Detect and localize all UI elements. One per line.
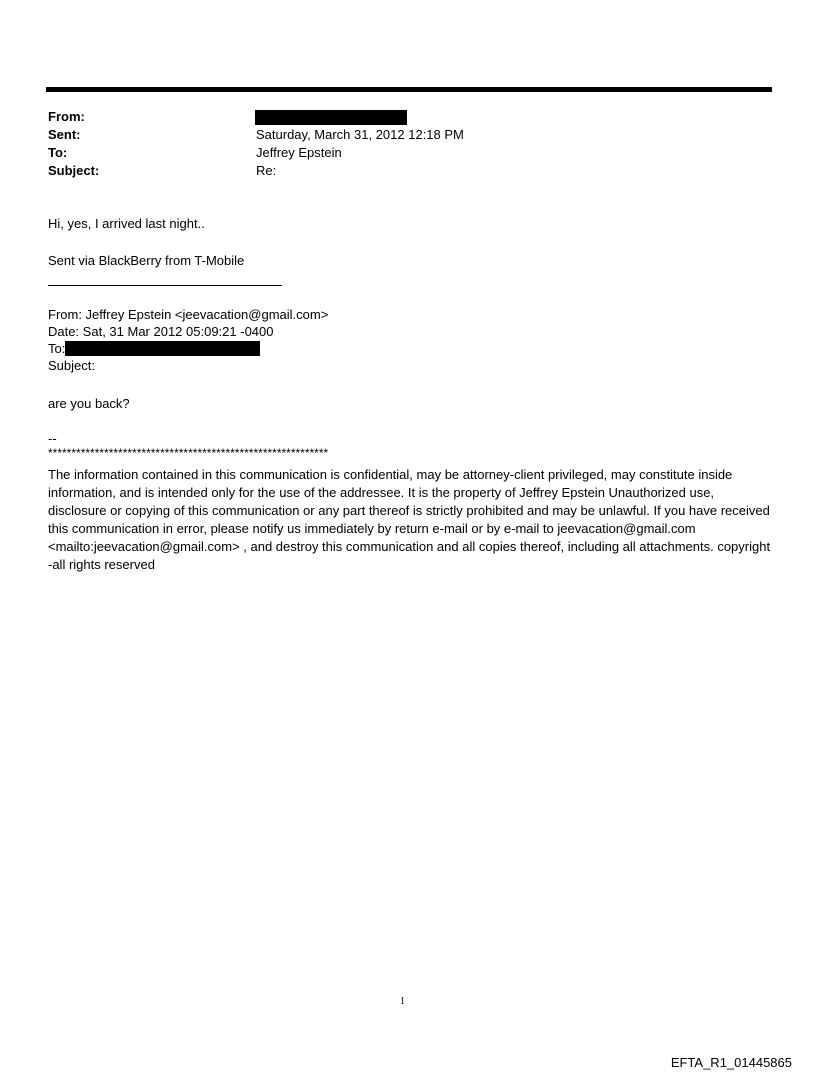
forwarded-subject: Subject: [48, 358, 95, 373]
to-row [48, 144, 748, 162]
subject-row [48, 162, 748, 180]
from-label: From: [48, 109, 85, 124]
page-number: 1 [400, 996, 405, 1007]
sent-row [48, 126, 748, 144]
redaction-block [65, 341, 260, 356]
signature-dashes: -- [48, 431, 57, 446]
forwarded-to-row [48, 340, 328, 357]
forwarded-to-label: To: [48, 341, 66, 356]
redaction-block [255, 110, 407, 125]
reply-body: Hi, yes, I arrived last night.. [48, 216, 205, 231]
signature-stars: ************************************************************ [48, 446, 329, 460]
forwarded-from: From: Jeffrey Epstein <jeevacation@gmail.com> [48, 307, 329, 322]
subject-label: Subject: [48, 163, 100, 178]
sent-label: Sent: [48, 127, 81, 142]
bates-number: EFTA_R1_01445865 [670, 1055, 792, 1070]
reply-separator [48, 285, 282, 286]
subject-value: Re: [256, 163, 277, 178]
to-value: Jeffrey Epstein [256, 145, 342, 160]
header-rule [46, 87, 772, 92]
reply-signature: Sent via BlackBerry from T-Mobile [48, 253, 245, 268]
forwarded-date: Date: Sat, 31 Mar 2012 05:09:21 -0400 [48, 324, 274, 339]
sent-value: Saturday, March 31, 2012 12:18 PM [256, 127, 464, 142]
email-header [48, 108, 748, 180]
from-row [48, 108, 748, 126]
to-label: To: [48, 145, 68, 160]
forwarded-body: are you back? [48, 396, 130, 411]
forwarded-header [48, 306, 328, 374]
confidentiality-disclaimer: The information contained in this communication is confidential, may be attorney-client privileged, may constitute inside information, and is intended only for the use of the addressee. It is the property of Jeffrey Epstein Unauthorized use, disclosure or copying of this communication or any part thereof is strictly prohibited and may be unlawful. If you have received this communication in error, please notify us immediately by return e-mail or by e-mail to jeevacation@gmail.com <mailto:jeevacation@gmail.com> , and destroy this communication and all copies thereof, including all attachments. copyright -all rights reserved [48, 467, 771, 572]
